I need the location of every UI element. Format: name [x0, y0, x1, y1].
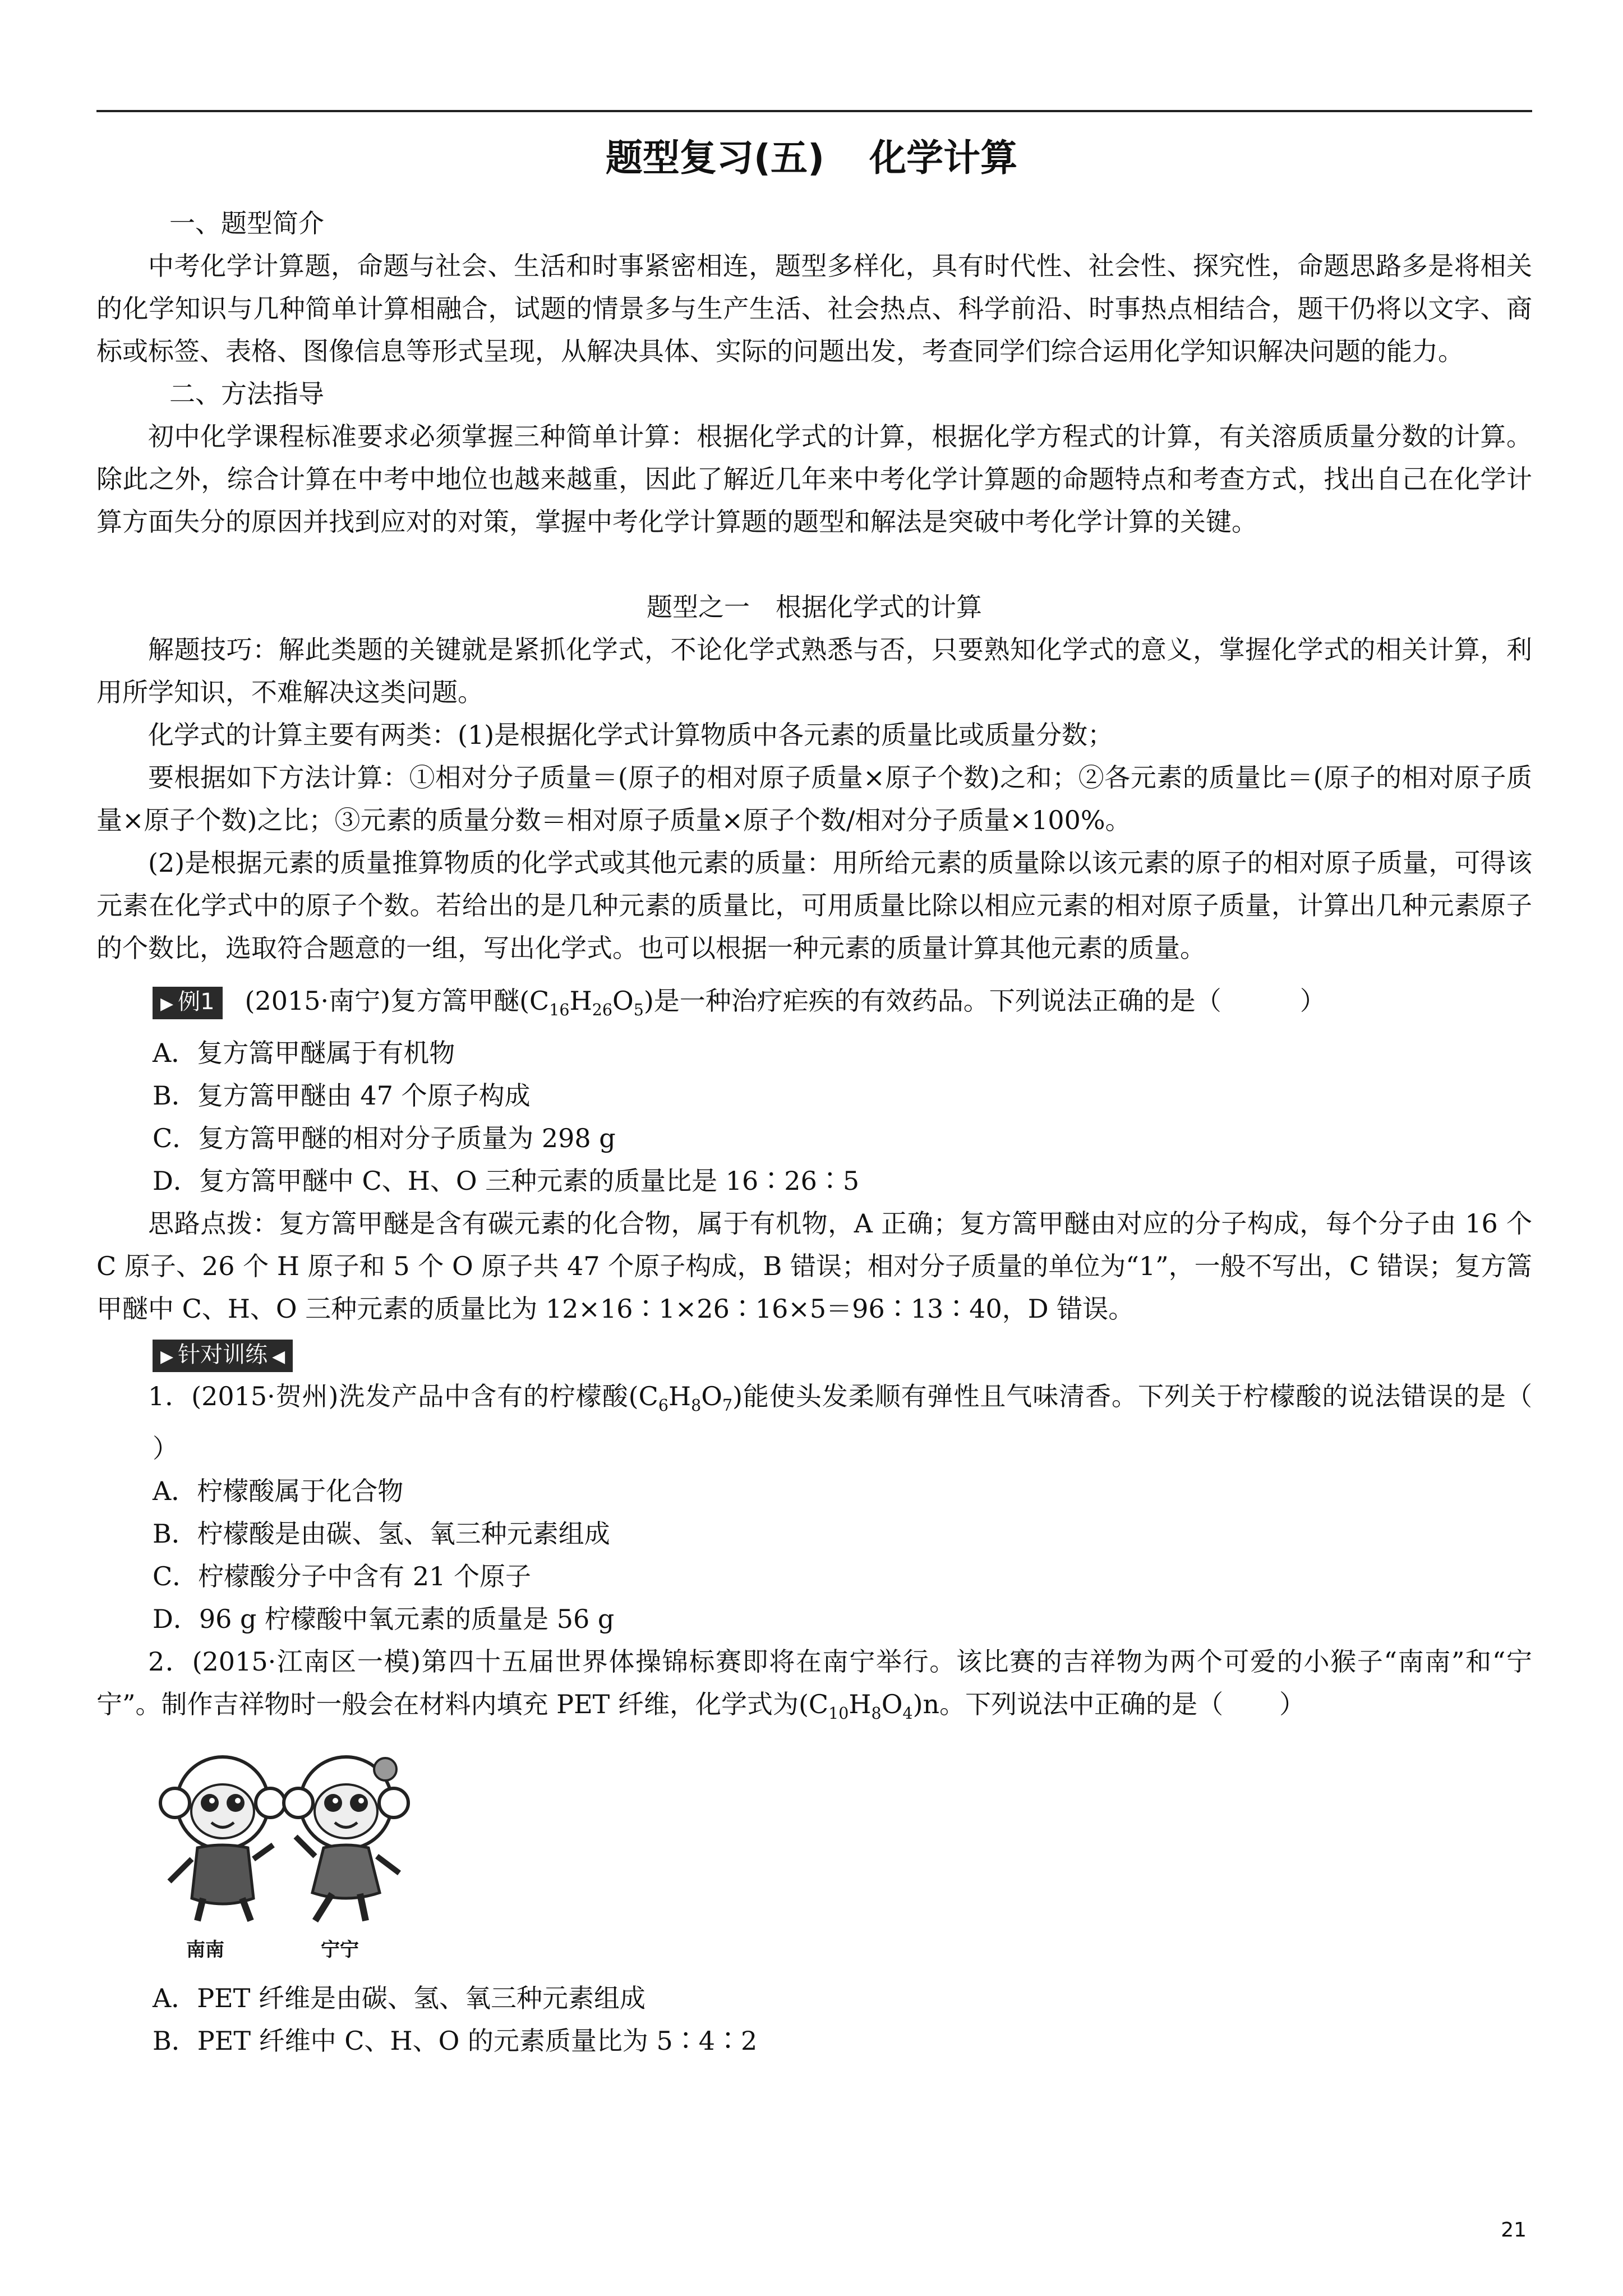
section1-method: 要根据如下方法计算：①相对分子质量＝(原子的相对原子质量×原子个数)之和；②各元素的质量比＝(原子的相对原子质量×原子个数)之比；③元素的质量分数＝相对原子质量×原子个数/相对分子质量×100%。	[96, 762, 1532, 835]
q1-option-c: C．柠檬酸分子中含有 21 个原子	[153, 1561, 531, 1592]
q2-option-a: A．PET 纤维是由碳、氢、氧三种元素组成	[153, 1982, 646, 2013]
q1-option-d: D．96 g 柠檬酸中氧元素的质量是 56 g	[153, 1604, 615, 1635]
monkey-nannan-icon	[158, 1747, 287, 1926]
mascot-label-ningning: 宁宁	[321, 1938, 359, 1961]
example1-option-d: D．复方篙甲醚中 C、H、O 三种元素的质量比是 16∶26∶5	[153, 1166, 860, 1197]
top-rule	[96, 110, 1532, 112]
intro-heading: 一、题型简介	[169, 208, 324, 238]
title-part1: 题型复习(五)	[605, 136, 825, 180]
example-tag: ▶ 例1	[153, 987, 223, 1019]
method-paragraph: 初中化学课程标准要求必须掌握三种简单计算：根据化学式的计算，根据化学方程式的计算，有关溶质质量分数的计算。除此之外，综合计算在中考中地位也越来越重，因此了解近几年来中考化学计算题的命题特点和考查方式，找出自己在化学计算方面失分的原因并找到应对的对策，掌握中考化学计算题的题型和解法是突破中考化学计算的关键。	[96, 421, 1532, 537]
title-part2: 化学计算	[869, 136, 1018, 180]
section1-tips: 解题技巧：解此类题的关键就是紧抓化学式，不论化学式熟悉与否，只要熟知化学式的意义，掌握化学式的相关计算，利用所学知识，不难解决这类问题。	[96, 634, 1532, 707]
page-title	[0, 128, 1623, 181]
example1-option-b: B．复方篙甲醚由 47 个原子构成	[153, 1080, 531, 1111]
q1-stem: 1．(2015·贺州)洗发产品中含有的柠檬酸$(C_6H_8O_7)$能使头发柔顺有弹性且气味清香。下列关于柠檬酸的说法错误的是（）	[148, 1381, 1532, 1464]
q1-option-b: B．柠檬酸是由碳、氢、氧三种元素组成	[153, 1519, 610, 1549]
monkey-ningning-icon	[282, 1747, 411, 1926]
reverse-triangle-icon: ◀	[272, 1347, 285, 1367]
page-number: 21	[1501, 2219, 1527, 2242]
document-body	[96, 202, 1532, 2062]
section1-type2: (2)是根据元素的质量推算物质的化学式或其他元素的质量：用所给元素的质量除以该元素的原子的相对原子质量，可得该元素在化学式中的原子个数。若给出的是几种元素的质量比，可用质量比除以相应元素的相对原子质量，计算出几种元素原子的个数比，选取符合题意的一组，写出化学式。也可以根据一种元素的质量计算其他元素的质量。	[96, 848, 1532, 963]
training-tag: ▶ 针对训练 ◀	[153, 1340, 293, 1372]
training-header	[153, 1332, 1532, 1375]
play-triangle-icon: ▶	[160, 1347, 174, 1367]
q2-stem: 2．(2015·江南区一模)第四十五届世界体操锦标赛即将在南宁举行。该比赛的吉祥物为两个可爱的小猴子“南南”和“宁宁”。制作吉祥物时一般会在材料内填充 PET 纤维，化学式为$(C_{10}H_8O_4)n$。下列说法中正确的是（ ）	[96, 1646, 1532, 1723]
mascot-illustration	[158, 1747, 416, 1971]
example1-option-a: A．复方篙甲醚属于有机物	[153, 1038, 455, 1069]
section1-types: 化学式的计算主要有两类：(1)是根据化学式计算物质中各元素的质量比或质量分数；	[148, 720, 1114, 750]
q2-option-b: B．PET 纤维中 C、H、O 的元素质量比为 5∶4∶2	[153, 2025, 758, 2056]
method-heading: 二、方法指导	[169, 379, 324, 409]
q1-option-a: A．柠檬酸属于化合物	[153, 1476, 404, 1507]
example1-option-c: C．复方篙甲醚的相对分子质量为 298 g	[153, 1123, 616, 1154]
intro-paragraph: 中考化学计算题，命题与社会、生活和时事紧密相连，题型多样化，具有时代性、社会性、探究性，命题思路多是将相关的化学知识与几种简单计算相融合，试题的情景多与生产生活、社会热点、科学前沿、时事热点相结合，题干仍将以文字、商标或标签、表格、图像信息等形式呈现，从解决具体、实际的问题出发，考查同学们综合运用化学知识解决问题的能力。	[96, 251, 1532, 366]
section1-heading: 题型之一 根据化学式的计算	[647, 592, 982, 622]
example1-stem: ▶ 例1 (2015·南宁)复方篙甲醚$(C_{16}H_{26}O_5)$是一种治疗疟疾的有效药品。下列说法正确的是（ ）	[153, 979, 1532, 1032]
play-triangle-icon: ▶	[160, 994, 174, 1014]
mascot-label-nannan: 南南	[186, 1938, 224, 1961]
example1-analysis: 思路点拨：复方篙甲醚是含有碳元素的化合物，属于有机物，A 正确；复方篙甲醚由对应的分子构成，每个分子由 16 个 C 原子、26 个 H 原子和 5 个 O 原子共 47 个原子构成，B 错误；相对分子质量的单位为“1”，一般不写出，C 错误；复方篙甲醚中 C、H、O 三种元素的质量比为 12×16∶1×26∶16×5＝96∶13∶40，D 错误。	[96, 1208, 1532, 1324]
